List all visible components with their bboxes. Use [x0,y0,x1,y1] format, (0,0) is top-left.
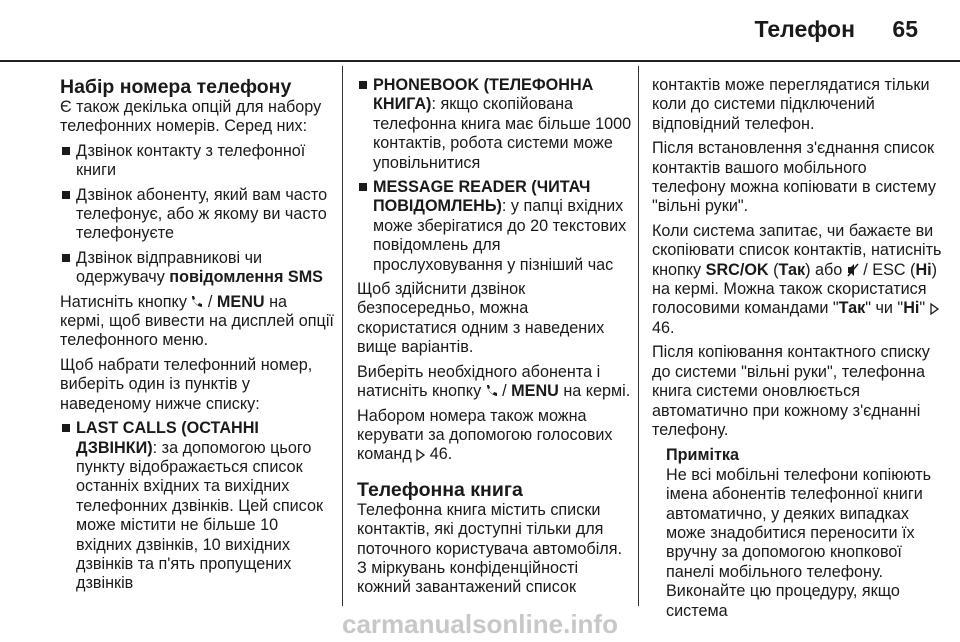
list-item: Дзвінок контакту з телефонної книги [60,142,335,181]
phone-call-icon [191,295,203,309]
column-divider [638,66,639,606]
note-title: Примітка [666,446,739,465]
note-block [652,446,942,621]
bullet-icon [62,147,70,155]
bullet-icon [359,183,367,191]
choose-contact-paragraph: Виберіть необхідного абонента і натисніть кнопку / MENU на кермі. [357,362,631,401]
copy-contacts-paragraph: Коли система запитає, чи бажаєте ви скопіювати список контактів, натисніть кнопку SRC/OK (Так) або / ESC (Ні) на кермі. Можна також скористатися голосовими командами "Так" чи "Ні" 46. [652,221,942,337]
column-2 [357,62,632,603]
bullet-icon [62,424,70,432]
list-item: PHONEBOOK (ТЕЛЕФОННА КНИГА): якщо скопійована телефонна книга має більше 1000 контактів, робота системи може уповільнитися [357,76,632,173]
bullet-icon [62,254,70,262]
voice-paragraph: Набором номера також можна керувати за допомогою голосових команд 46. [357,406,613,464]
section-title-phonebook: Телефонна книга [357,478,523,501]
page-reference-icon [930,303,939,315]
list-item: LAST CALLS (ОСТАННІ ДЗВІНКИ): за допомогою цього пункту відображається список останніх вхідних та вихідних телефонних дзвінків. Цей список може містити не більше 10 вхідних дзвінків, 10 вихідних дзвінків та п'ять пропущених дзвінків [60,419,335,594]
page-header [0,0,960,62]
page-number: 65 [892,16,918,42]
list-item: Дзвінок абоненту, який вам часто телефонує, або ж якому ви часто телефонуєте [60,186,335,244]
watermark: carmanualsonline.info [342,609,618,639]
phone-call-icon [486,384,498,398]
dial-paragraph: Щоб набрати телефонний номер, виберіть один із пунктів у наведеному нижче списку: [60,355,313,413]
paragraph: Після копіювання контактного списку до системи "вільні руки", телефонна книга системи оновлюється автоматично при кожному з'єднанні телефону. [652,343,930,439]
header-title: Телефон [754,16,855,42]
section-title-dialing: Набір номера телефону [60,76,292,98]
paragraph: Після встановлення з'єднання список контактів вашого мобільного телефону можна копіювати в систему "вільні руки". [652,139,936,216]
list-item: MESSAGE READER (ЧИТАЧ ПОВІДОМЛЕНЬ): у папці вхідних може зберігатися до 20 текстових повідомлень для прослуховування у пізніший час [357,178,632,275]
intro-paragraph: Є також декілька опцій для набору телефонних номерів. Серед них: [60,98,322,136]
phonebook-paragraph: Телефонна книга містить списки контактів, які доступні тільки для поточного користувача автомобіля. З міркувань конфіденційності кожний завантажений список [357,500,622,597]
paragraph: контактів може переглядатися тільки коли до системи підключений відповідний телефон. [652,76,930,133]
mute-icon [847,263,859,277]
direct-call-paragraph: Щоб здійснити дзвінок безпосередньо, можна скористатися одним з наведених вище варіантів. [357,280,605,357]
column-divider [342,66,343,606]
column-3 [652,62,942,621]
bullet-icon [359,81,367,89]
page-reference-icon [416,449,425,461]
note-text: Не всі мобільні телефони копіюють імена абонентів телефонної книги автоматично, у деяких випадках може знадобитися переносити їх вручну за допомогою кнопкової панелі мобільного телефону. Виконайте цю процедуру, якщо система [666,465,932,620]
press-menu-paragraph: Натисніть кнопку / MENU на кермі, щоб вивести на дисплей опції телефонного меню. [60,292,334,350]
list-item: Дзвінок відправникові чи одержувачу повідомлення SMS [60,249,335,288]
bullet-icon [62,191,70,199]
column-1 [60,62,335,599]
